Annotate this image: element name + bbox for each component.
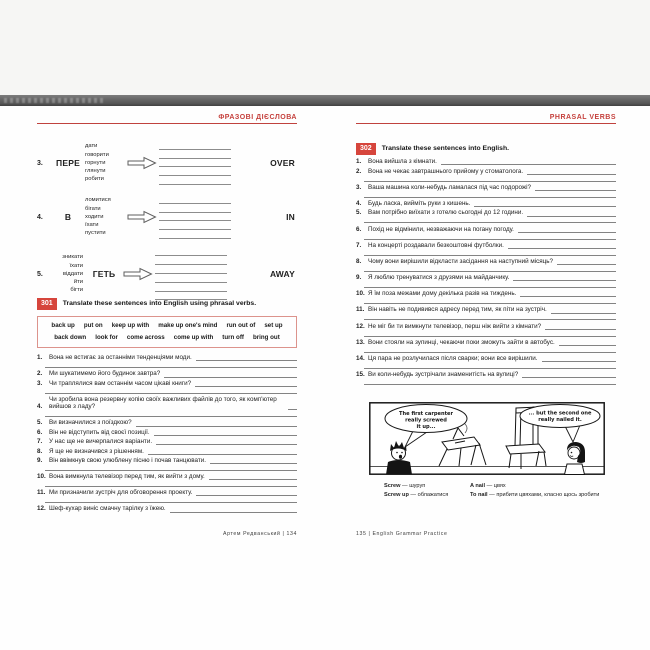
exercise-title: Translate these sentences into English. <box>381 145 509 153</box>
bubble-left-line1: The first carpenter <box>399 411 453 417</box>
sentence-text: Чи зробила вона резервну копію своїх важливих файлів до того, як комп'ютер вийшов з ладу? <box>49 395 277 411</box>
sentence-text: Я люблю тренуватися з друзями на майданчику. <box>368 274 510 282</box>
particle-answer: AWAY <box>269 269 295 279</box>
vocab-definition: облажатися <box>417 491 449 498</box>
sentence-row <box>37 354 297 361</box>
sentence-number: 7. <box>356 241 362 249</box>
blank-line-continuation <box>364 346 616 353</box>
matching-exercise <box>37 140 297 300</box>
blank-line <box>527 210 616 216</box>
sentence-number: 10. <box>37 473 46 481</box>
sentence-row <box>37 419 297 426</box>
blank-line-continuation <box>364 281 616 288</box>
sentence-text: На концерті роздавали безкоштовні футболки. <box>368 241 504 249</box>
sentence-text: Ця пара не розлучилася після сварки; вони все вирішили. <box>368 355 538 363</box>
sentence-row <box>37 457 297 464</box>
verb-options <box>85 142 125 183</box>
verb-bank-item: keep up with <box>111 322 150 329</box>
sentence-text: Вона не чекає завтрашнього прийому у стоматолога. <box>368 167 524 175</box>
verb-option: робити <box>85 176 104 183</box>
answer-line <box>159 195 231 204</box>
sentence-row <box>356 258 616 265</box>
vocab-definition: прибити цвяхами, класно щось зробити <box>496 491 600 498</box>
sentence-number: 11. <box>37 489 46 497</box>
sentence-number: 2. <box>37 370 43 378</box>
verb-bank-item: come up with <box>173 333 214 341</box>
sentence-row <box>37 448 297 455</box>
verb-option: дати <box>85 143 98 150</box>
top-strip <box>0 0 650 95</box>
sentence-text: У нас ще не вичерпалися варіанти. <box>49 438 153 446</box>
blank-line-continuation <box>364 330 616 337</box>
blank-line <box>288 404 297 410</box>
answer-line <box>159 167 231 176</box>
sentence-number: 8. <box>356 257 362 265</box>
sentence-list-301 <box>37 352 297 513</box>
answer-line <box>155 256 227 265</box>
sentence-row <box>356 290 616 297</box>
verb-option: ходити <box>85 213 104 220</box>
blank-line <box>508 243 616 249</box>
verb-option: ломитися <box>85 197 111 204</box>
verb-bank-item: make up one's mind <box>158 322 218 329</box>
vocab-term: Screw up <box>384 491 409 498</box>
sentence-number: 6. <box>37 428 43 436</box>
sentence-text: Похід не відмінили, незважаючи на погану погоду. <box>368 225 514 233</box>
blank-line-continuation <box>364 233 616 240</box>
blank-line <box>551 307 616 313</box>
verb-bank-item: bring out <box>252 333 280 341</box>
blank-line-continuation <box>45 410 297 417</box>
verb-bank-item: look for <box>95 333 118 341</box>
verb-options <box>85 196 125 237</box>
sentence-text: Ви коли-небудь зустрічали знаменитість на вулиці? <box>368 371 519 379</box>
sentence-number: 15. <box>356 371 365 379</box>
sentence-text: Вам потрібно виїхати з готелю сьогодні до 12 години. <box>368 209 524 217</box>
sentence-text: Вона вимкнула телевізор перед тим, як вийти з дому. <box>49 473 205 481</box>
answer-line <box>159 176 231 185</box>
arrow-right-icon <box>121 267 155 281</box>
sentence-number: 3. <box>37 379 43 387</box>
comic-illustration <box>369 402 605 475</box>
blank-line-continuation <box>364 175 616 182</box>
answer-line <box>155 265 227 274</box>
blank-line-continuation <box>45 387 297 394</box>
answer-line <box>159 204 231 213</box>
verb-bank-item: back up <box>51 322 75 329</box>
blank-line-continuation <box>364 191 616 198</box>
verb-bank-box <box>37 316 297 348</box>
blank-line <box>518 226 616 232</box>
matching-row <box>37 248 297 300</box>
verb-option: горнути <box>85 159 106 166</box>
sentence-text: Я їм поза межами дому декілька разів на тиждень. <box>368 290 517 298</box>
sentence-list-302 <box>356 156 616 385</box>
blank-line-continuation <box>45 464 297 471</box>
answer-line <box>159 159 231 168</box>
vocab-separator: — <box>487 491 497 498</box>
particle-label: ГЕТЬ <box>92 269 116 279</box>
sentence-number: 12. <box>37 505 46 513</box>
sentence-row <box>37 380 297 387</box>
page-header-right: PHRASAL VERBS <box>356 114 616 124</box>
sentence-row <box>37 370 297 377</box>
sentence-row <box>37 489 297 496</box>
blank-line <box>527 168 616 174</box>
sentence-number: 12. <box>356 322 365 330</box>
answer-line <box>159 221 231 230</box>
sentence-row <box>356 184 616 191</box>
verb-option: бігати <box>85 205 101 212</box>
blank-line <box>210 458 297 464</box>
sentence-text: Ми шукатимемо його будинок завтра? <box>49 370 161 378</box>
sentence-row <box>37 396 297 410</box>
blank-line <box>196 490 297 496</box>
blank-line <box>441 159 616 165</box>
footer-right: 135 | English Grammar Practice <box>356 531 448 537</box>
verb-options <box>51 253 87 294</box>
page-left <box>37 110 297 645</box>
sentence-text: Ви визначилися з поїздкою? <box>49 419 132 427</box>
sentence-row <box>356 226 616 233</box>
sentence-row <box>356 274 616 281</box>
sentence-number: 14. <box>356 355 365 363</box>
sentence-number: 5. <box>37 419 43 427</box>
sentence-row <box>356 242 616 249</box>
vocabulary-list <box>384 483 616 498</box>
sentence-text: Не міг би ти вимкнути телевізор, перш ніж вийти з кімнати? <box>368 322 542 330</box>
vocab-separator: — <box>485 483 494 489</box>
sentence-number: 11. <box>356 306 365 314</box>
sentence-row <box>356 209 616 216</box>
matching-row <box>37 140 297 186</box>
blank-line <box>170 506 297 512</box>
page-right <box>356 110 616 645</box>
sentence-text: Чому вони вирішили відкласти засідання на наступний місяць? <box>368 257 554 265</box>
vocab-definition: шуруп <box>409 483 426 489</box>
exercise-title: Translate these sentences into English using phrasal verbs. <box>62 300 257 308</box>
blank-line <box>156 439 297 445</box>
sentence-number: 4. <box>356 199 362 207</box>
blank-line-continuation <box>364 265 616 272</box>
item-number: 5. <box>37 270 43 278</box>
blank-line-continuation <box>364 378 616 385</box>
bubble-right-line2: really nailed it. <box>538 417 582 423</box>
sentence-row <box>37 429 297 436</box>
verb-option: бігти <box>70 287 83 294</box>
verb-bank-row <box>40 322 294 329</box>
sentence-text: Він не відступить від своєї позиції. <box>49 428 150 436</box>
sentence-text: Вона вийшла з кімнати. <box>368 158 437 166</box>
verb-option: віддати <box>62 270 83 277</box>
verb-bank-item: turn off <box>222 333 244 341</box>
blank-line-continuation <box>364 297 616 304</box>
answer-lines <box>155 248 227 301</box>
blank-line <box>136 420 297 426</box>
particle-label: В <box>64 212 72 222</box>
blank-line <box>196 355 297 361</box>
answer-line <box>155 283 227 292</box>
verb-bank-item: back down <box>54 333 87 341</box>
blank-line <box>557 259 616 265</box>
blank-line <box>474 201 616 207</box>
verb-option: їхати <box>85 222 99 229</box>
item-number: 4. <box>37 213 43 221</box>
blank-line-continuation <box>364 249 616 256</box>
vocab-definition: цвях <box>493 483 506 489</box>
blank-line <box>520 291 616 297</box>
vocab-entry <box>384 483 470 489</box>
blank-line <box>154 430 297 436</box>
sentence-text: Будь ласка, вийміть руки з кишень. <box>368 199 471 207</box>
sentence-row <box>356 339 616 346</box>
sentence-row <box>356 355 616 362</box>
blank-line <box>195 381 297 387</box>
blank-line-continuation <box>45 480 297 487</box>
blank-line <box>164 371 297 377</box>
sentence-row <box>356 158 616 165</box>
sentence-text: Я ще не визначився з рішенням. <box>49 447 144 455</box>
particle-label: ПЕРЕ <box>56 158 80 168</box>
verb-bank-row <box>40 334 294 341</box>
blank-line-continuation <box>45 361 297 368</box>
vocab-term: A nail <box>470 483 486 489</box>
bubble-left-line2: really screwed <box>405 417 447 424</box>
sentence-number: 4. <box>37 403 43 411</box>
sentence-text: Він навіть не подивився адресу перед тим, як піти на зустріч. <box>368 306 547 314</box>
exercise-301-heading <box>37 298 256 310</box>
sentence-number: 10. <box>356 290 365 298</box>
blank-line <box>522 372 616 378</box>
sentence-number: 9. <box>356 274 362 282</box>
blank-line <box>535 185 616 191</box>
sentence-number: 9. <box>37 456 43 464</box>
sentence-text: Він ввімкнув свою улюблену пісню і почав танцювати. <box>49 456 207 464</box>
particle-answer: IN <box>286 212 295 222</box>
blank-line-continuation <box>364 362 616 369</box>
blank-line <box>209 474 297 480</box>
item-number: 3. <box>37 159 43 167</box>
vocab-term: To nail <box>470 491 488 498</box>
vocab-entry <box>470 483 616 489</box>
footer-left: Артем Редванський | 134 <box>223 531 297 537</box>
sentence-row <box>356 371 616 378</box>
sentence-row <box>37 438 297 445</box>
vocab-term: Screw <box>384 483 401 489</box>
verb-option: пустити <box>85 230 106 237</box>
arrow-right-icon <box>125 156 159 170</box>
particle-answer: OVER <box>270 158 295 168</box>
vocab-separator: — <box>400 483 410 489</box>
verb-bank-item: put on <box>83 322 103 329</box>
vocab-separator: — <box>408 491 418 498</box>
answer-line <box>159 150 231 159</box>
sentence-number: 5. <box>356 209 362 217</box>
sentence-number: 8. <box>37 447 43 455</box>
sentence-number: 3. <box>356 183 362 191</box>
sentence-row <box>356 323 616 330</box>
blank-line-continuation <box>364 314 616 321</box>
sentence-number: 13. <box>356 338 365 346</box>
vocab-entry <box>470 492 616 498</box>
sentence-text: Вони стояли на зупинці, чекаючи поки зможуть зайти в автобус. <box>368 338 555 346</box>
comic-panel <box>369 402 605 475</box>
answer-line <box>159 230 231 239</box>
bubble-left-line3: it up... <box>416 424 436 430</box>
vocab-entry <box>384 492 470 498</box>
sentence-number: 6. <box>356 225 362 233</box>
sentence-row <box>37 473 297 480</box>
sentence-row <box>356 306 616 313</box>
blank-line <box>545 323 616 329</box>
blank-line-continuation <box>45 496 297 503</box>
top-bar <box>0 95 650 106</box>
answer-lines <box>159 195 231 239</box>
verb-bank-item: come across <box>126 333 165 341</box>
verb-bank-item: run out of <box>226 322 256 329</box>
verb-option: глянути <box>85 168 106 175</box>
sentence-row <box>356 200 616 207</box>
sentence-row <box>37 505 297 512</box>
sentence-text: Вона не встигає за останніми тенденціями моди. <box>49 354 192 362</box>
blank-line <box>542 356 616 362</box>
blank-line <box>513 275 616 281</box>
verb-option: їхати <box>69 262 83 269</box>
arrow-right-icon <box>125 210 159 224</box>
exercise-302-heading <box>356 143 509 155</box>
bubble-right-line1: ... but the second one <box>528 410 592 417</box>
answer-lines <box>159 141 231 185</box>
answer-line <box>155 248 227 257</box>
verb-option: зникати <box>62 254 83 261</box>
verb-bank-item: set up <box>264 322 283 329</box>
blank-line-continuation <box>364 217 616 224</box>
sentence-text: Ми призначили зустріч для обговорення проекту. <box>49 489 193 497</box>
blank-line <box>559 340 616 346</box>
watermark-smudge <box>4 98 104 103</box>
sentence-row <box>356 168 616 175</box>
sentence-number: 1. <box>37 354 43 362</box>
sentence-number: 1. <box>356 158 362 166</box>
answer-line <box>159 141 231 150</box>
verb-option: йти <box>73 279 83 286</box>
answer-line <box>155 274 227 283</box>
exercise-number-badge: 301 <box>37 298 57 310</box>
blank-line <box>148 448 297 454</box>
sentence-number: 7. <box>37 438 43 446</box>
matching-row <box>37 194 297 240</box>
exercise-number-badge: 302 <box>356 143 376 155</box>
answer-line <box>159 213 231 222</box>
sentence-text: Ваша машина коли-небудь ламалася під час подорожі? <box>368 183 532 191</box>
verb-option: говорити <box>85 151 109 158</box>
sentence-number: 2. <box>356 167 362 175</box>
sentence-text: Чи траплялися вам останнім часом цікаві книги? <box>49 379 192 387</box>
sentence-text: Шеф-кухар виніс смачну тарілку з їжею. <box>49 505 166 513</box>
page-header-left: ФРАЗОВІ ДІЄСЛОВА <box>37 114 297 124</box>
